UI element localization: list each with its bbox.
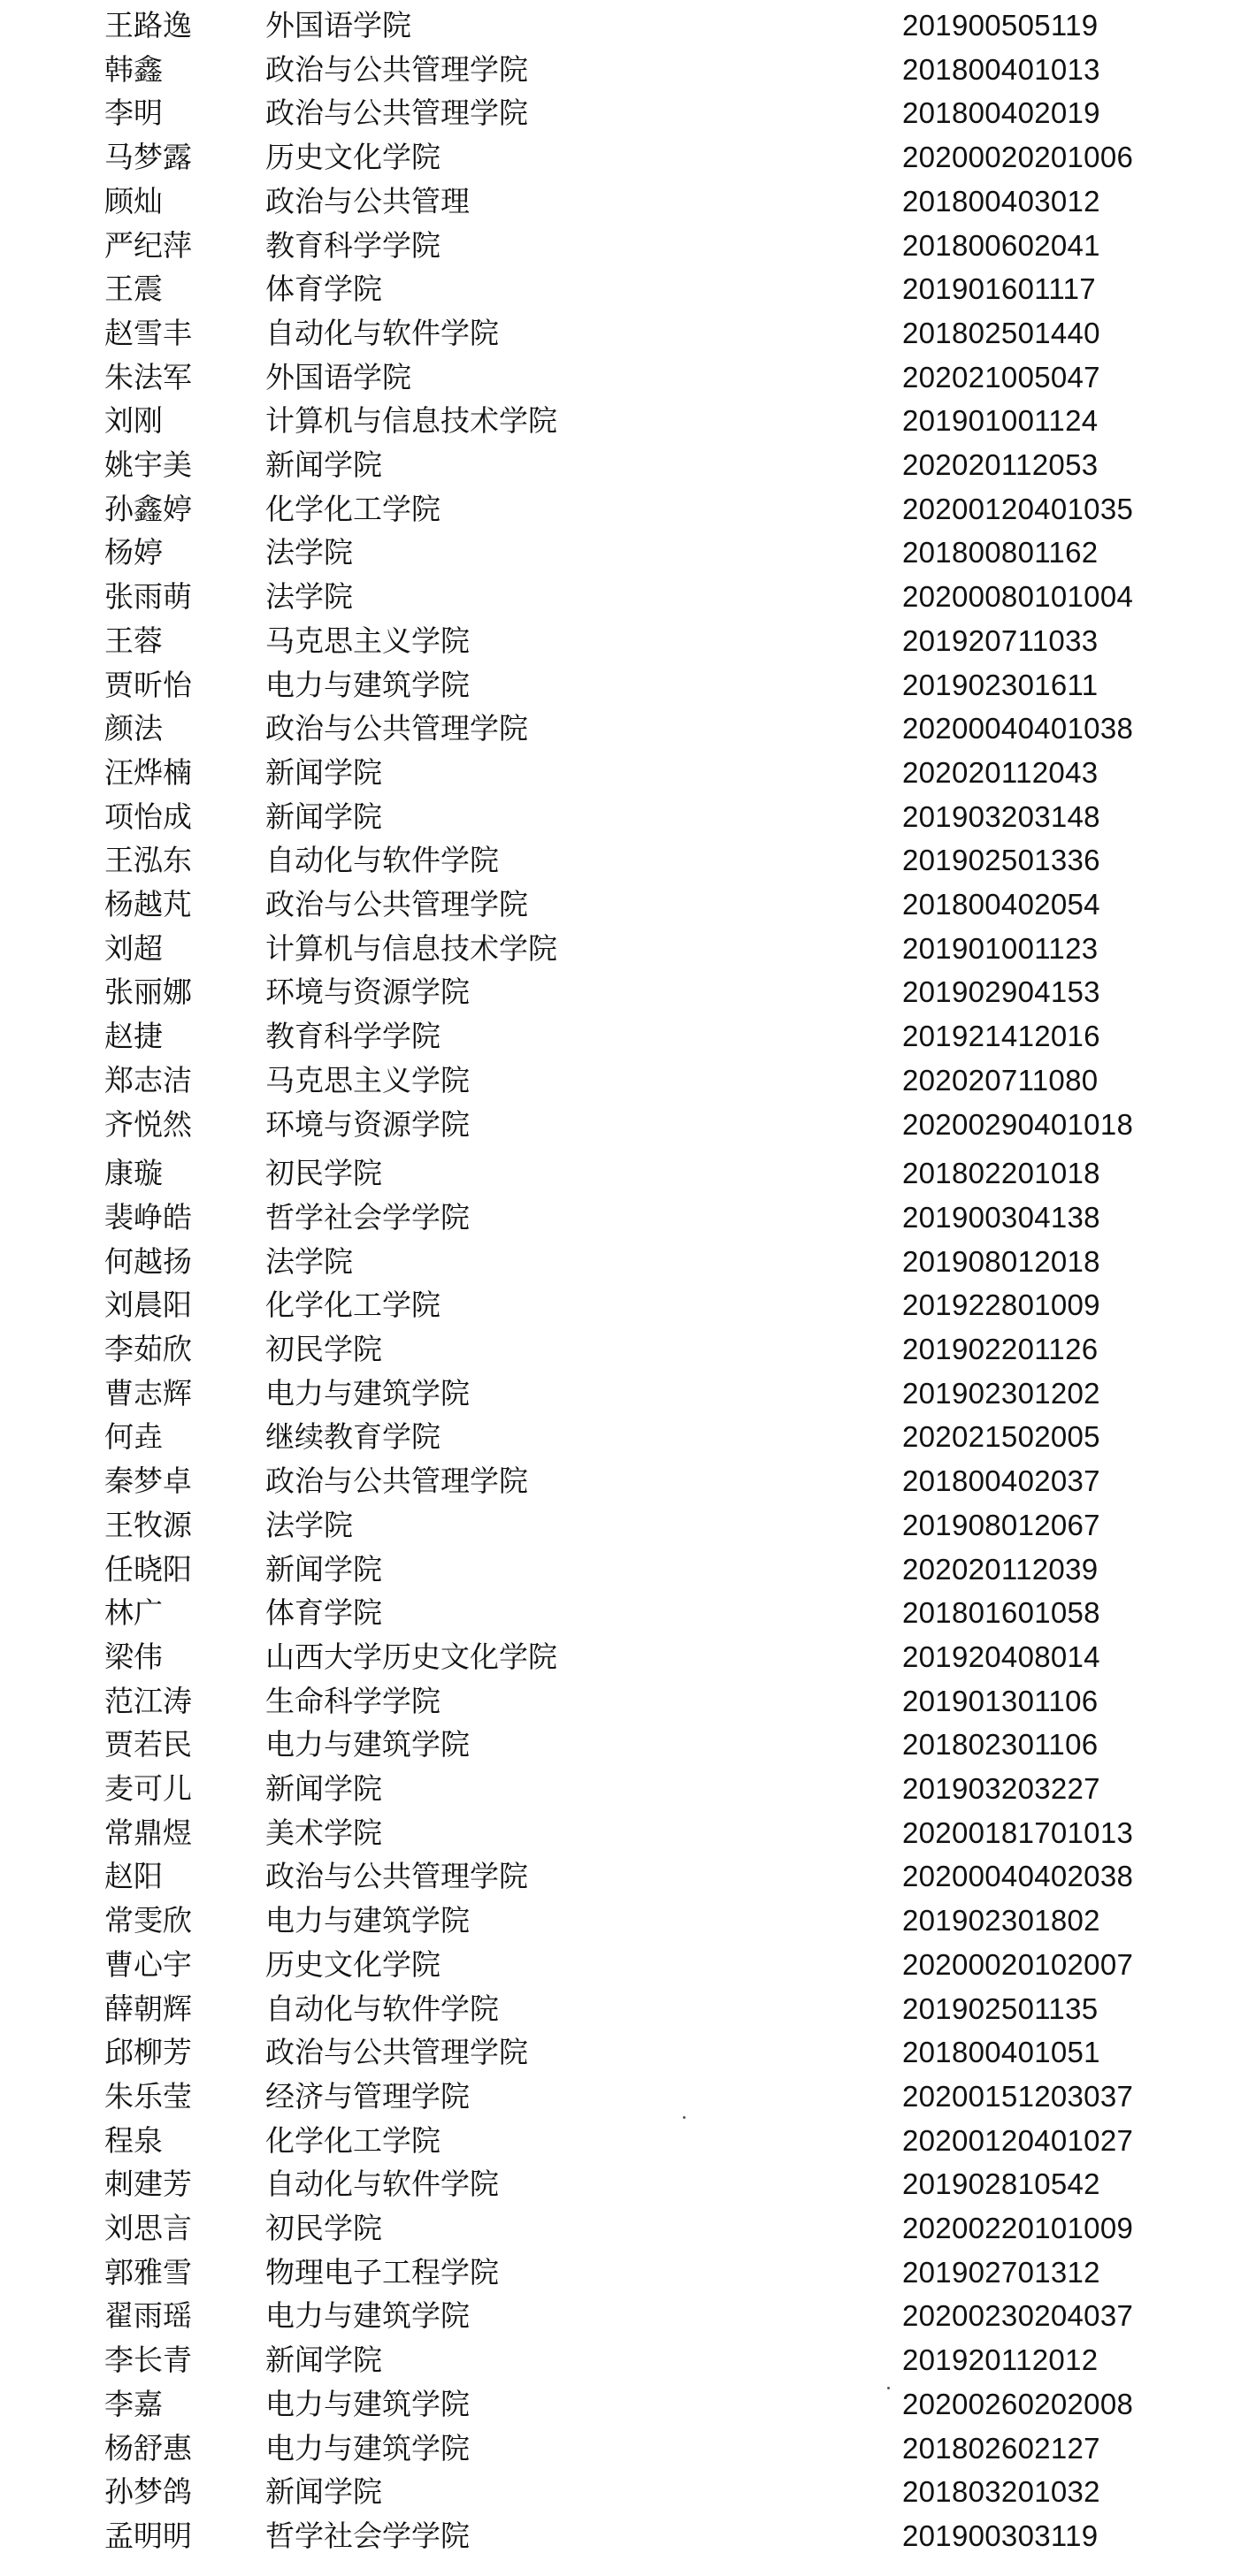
student-name: 李明 [104, 96, 163, 131]
roster-row [0, 1854, 1241, 1899]
roster-row [0, 2075, 1241, 2119]
college-name: 政治与公共管理学院 [265, 2035, 528, 2070]
student-name: 孙鑫婷 [104, 491, 192, 526]
student-id: 202021005047 [902, 360, 1100, 394]
student-name: 林广 [104, 1595, 163, 1631]
college-name: 法学院 [265, 535, 353, 570]
student-name: 王路逸 [104, 8, 192, 42]
student-name: 王泓东 [104, 843, 192, 878]
student-id: 20200220101009 [902, 2212, 1134, 2244]
roster-row [0, 1899, 1241, 1943]
college-name: 电力与建筑学院 [265, 2298, 470, 2334]
roster-row [0, 1591, 1241, 1635]
student-id: 201903203227 [902, 1772, 1100, 1805]
college-name: 法学院 [265, 1243, 353, 1279]
roster-row [0, 1767, 1241, 1811]
student-name: 贾若民 [104, 1727, 192, 1762]
student-id: 201902810542 [902, 2167, 1100, 2201]
student-name: 王震 [104, 271, 163, 307]
college-name: 美术学院 [265, 1815, 382, 1850]
student-id: 201801601058 [902, 1596, 1100, 1630]
college-name: 化学化工学院 [265, 1288, 440, 1323]
college-name: 计算机与信息技术学院 [265, 403, 557, 439]
student-name: 翟雨瑶 [104, 2298, 192, 2334]
roster-row [0, 2470, 1241, 2514]
roster-row [0, 838, 1241, 883]
student-id: 201901001124 [902, 404, 1099, 438]
roster-row [0, 267, 1241, 311]
student-id: 202020112039 [902, 1552, 1099, 1586]
student-id: 201902201126 [902, 1333, 1099, 1365]
roster-row [0, 663, 1241, 707]
student-name: 郭雅雪 [104, 2254, 192, 2289]
college-name: 新闻学院 [265, 2343, 382, 2378]
roster-row [0, 2514, 1241, 2558]
student-id: 201901601117 [902, 272, 1096, 306]
college-name: 政治与公共管理学院 [265, 96, 528, 131]
roster-row [0, 1635, 1241, 1679]
college-name: 政治与公共管理学院 [265, 1859, 528, 1894]
student-name: 薛朝辉 [104, 1991, 192, 2026]
college-name: 新闻学院 [265, 754, 382, 790]
roster-row [0, 1459, 1241, 1503]
student-name: 任晓阳 [104, 1551, 192, 1586]
student-name: 李长青 [104, 2343, 192, 2378]
roster-row [0, 224, 1241, 268]
roster-row [0, 2382, 1241, 2427]
roster-row [0, 707, 1241, 751]
student-id: 201900304138 [902, 1200, 1100, 1234]
roster-row [0, 2338, 1241, 2382]
roster-row [0, 2427, 1241, 2471]
college-name: 初民学院 [265, 2211, 382, 2245]
roster-row [0, 2119, 1241, 2163]
roster-row [0, 1103, 1241, 1147]
student-name: 颜法 [104, 711, 163, 746]
college-name: 外国语学院 [265, 8, 411, 42]
student-id: 201901301106 [902, 1684, 1099, 1717]
student-name: 常鼎煜 [104, 1815, 192, 1850]
student-id: 201900303119 [902, 2519, 1099, 2552]
student-id: 201802301106 [902, 1728, 1099, 1762]
student-name: 王牧源 [104, 1507, 192, 1542]
roster-row [0, 795, 1241, 839]
roster-row [0, 443, 1241, 487]
student-name: 严纪萍 [104, 227, 192, 263]
college-name: 电力与建筑学院 [265, 1727, 470, 1762]
student-id: 201802201018 [902, 1157, 1100, 1190]
student-name: 杨婷 [104, 535, 163, 570]
student-name: 张雨萌 [104, 579, 192, 615]
student-name: 赵捷 [104, 1019, 163, 1054]
college-name: 新闻学院 [265, 2474, 382, 2510]
roster-row [0, 1987, 1241, 2031]
college-name: 政治与公共管理学院 [265, 51, 528, 87]
student-name: 常雯欣 [104, 1903, 192, 1938]
student-id: 201908012067 [902, 1508, 1100, 1541]
student-id: 201902301202 [902, 1376, 1100, 1410]
student-id: 20200230204037 [902, 2299, 1134, 2333]
college-name: 教育科学学院 [265, 227, 440, 263]
student-name: 孙梦鸽 [104, 2474, 192, 2510]
college-name: 化学化工学院 [265, 491, 440, 526]
student-id: 201800403012 [902, 184, 1100, 218]
student-id: 20200020102007 [902, 1947, 1134, 1981]
scan-speck [683, 2116, 686, 2119]
college-name: 化学化工学院 [265, 2122, 440, 2158]
roster-row [0, 1503, 1241, 1548]
college-name: 自动化与软件学院 [265, 2167, 499, 2202]
roster-row [0, 575, 1241, 619]
roster-row [0, 1415, 1241, 1459]
student-id: 20200040402038 [902, 1860, 1134, 1893]
college-name: 哲学社会学学院 [265, 2518, 470, 2553]
student-name: 张丽娜 [104, 975, 192, 1010]
student-name: 刺建芳 [104, 2167, 192, 2202]
roster-row [0, 531, 1241, 575]
college-name: 体育学院 [265, 1595, 382, 1631]
roster-row [0, 311, 1241, 355]
roster-row [0, 970, 1241, 1014]
college-name: 山西大学历史文化学院 [265, 1639, 557, 1674]
college-name: 电力与建筑学院 [265, 2386, 470, 2421]
student-id: 202021502005 [902, 1420, 1100, 1454]
college-name: 教育科学学院 [265, 1019, 440, 1054]
college-name: 法学院 [265, 579, 353, 615]
student-name: 刘超 [104, 930, 163, 966]
roster-row [0, 1372, 1241, 1416]
student-name: 齐悦然 [104, 1106, 192, 1142]
student-id: 201920112012 [902, 2343, 1099, 2377]
student-id: 201902301611 [902, 668, 1099, 701]
college-name: 电力与建筑学院 [265, 1375, 470, 1410]
student-id: 201902904153 [902, 975, 1100, 1009]
college-name: 电力与建筑学院 [265, 1903, 470, 1938]
college-name: 电力与建筑学院 [265, 667, 470, 702]
college-name: 继续教育学院 [265, 1419, 440, 1455]
student-name: 曹心宇 [104, 1946, 192, 1982]
college-name: 外国语学院 [265, 359, 411, 394]
roster-row [0, 927, 1241, 971]
college-name: 政治与公共管理学院 [265, 1464, 528, 1499]
student-name: 孟明明 [104, 2518, 192, 2553]
college-name: 新闻学院 [265, 1551, 382, 1586]
student-name: 裴峥皓 [104, 1199, 192, 1234]
student-name: 李茹欣 [104, 1332, 192, 1366]
college-name: 新闻学院 [265, 447, 382, 482]
roster-row [0, 2030, 1241, 2075]
college-name: 生命科学学院 [265, 1683, 440, 1718]
student-id: 202020112053 [902, 448, 1099, 481]
student-id: 201920408014 [902, 1640, 1100, 1673]
student-name: 赵雪丰 [104, 315, 192, 350]
college-name: 初民学院 [265, 1156, 382, 1191]
student-name: 王蓉 [104, 623, 163, 658]
student-name: 项怡成 [104, 799, 192, 834]
roster-row [0, 619, 1241, 663]
student-id: 20200080101004 [902, 580, 1134, 614]
student-name: 刘晨阳 [104, 1288, 192, 1323]
roster-row [0, 180, 1241, 224]
student-id: 201802602127 [902, 2431, 1100, 2465]
college-name: 新闻学院 [265, 1771, 382, 1806]
student-name: 秦梦卓 [104, 1464, 192, 1499]
student-name: 麦可儿 [104, 1771, 192, 1806]
student-id: 201800602041 [902, 228, 1100, 262]
scan-speck [887, 2387, 890, 2389]
student-name: 何垚 [104, 1419, 163, 1455]
student-name: 韩鑫 [104, 51, 163, 87]
student-name: 刘思言 [104, 2211, 192, 2245]
student-id: 201800801162 [902, 536, 1099, 569]
college-name: 自动化与软件学院 [265, 843, 499, 878]
student-id: 201908012018 [902, 1244, 1100, 1278]
college-name: 法学院 [265, 1507, 353, 1542]
college-name: 政治与公共管理学院 [265, 711, 528, 746]
roster-row [0, 2294, 1241, 2338]
student-id: 201800402019 [902, 96, 1100, 130]
roster-row [0, 1679, 1241, 1724]
college-name: 自动化与软件学院 [265, 315, 499, 350]
student-id: 201903203148 [902, 799, 1100, 833]
student-name: 姚宇美 [104, 447, 192, 482]
college-name: 政治与公共管理学院 [265, 887, 528, 921]
roster-row [0, 399, 1241, 443]
college-name: 政治与公共管理 [265, 183, 470, 218]
roster-row [0, 2206, 1241, 2251]
college-name: 体育学院 [265, 271, 382, 307]
roster-row [0, 1151, 1241, 1196]
college-name: 历史文化学院 [265, 140, 440, 175]
student-name: 贾昕怡 [104, 667, 192, 702]
student-id: 20200260202008 [902, 2387, 1134, 2420]
student-id: 201922801009 [902, 1288, 1100, 1322]
college-name: 马克思主义学院 [265, 1062, 470, 1097]
student-name: 马梦露 [104, 140, 192, 175]
roster-row [0, 487, 1241, 531]
student-id: 201800401051 [902, 2036, 1100, 2069]
roster-row [0, 48, 1241, 92]
roster-row [0, 1327, 1241, 1372]
student-name: 曹志辉 [104, 1375, 192, 1410]
student-name: 康璇 [104, 1156, 163, 1191]
college-name: 计算机与信息技术学院 [265, 930, 557, 966]
student-name: 汪烨楠 [104, 754, 192, 790]
student-name: 顾灿 [104, 183, 163, 218]
student-name: 郑志洁 [104, 1062, 192, 1097]
student-name: 朱乐莹 [104, 2078, 192, 2114]
student-id: 20200120401035 [902, 492, 1134, 525]
student-id: 201902701312 [902, 2255, 1100, 2289]
student-name: 范江涛 [104, 1683, 192, 1718]
student-name: 朱法军 [104, 359, 192, 394]
roster-row [0, 1240, 1241, 1284]
college-name: 电力与建筑学院 [265, 2430, 470, 2465]
student-id: 201920711033 [902, 623, 1099, 657]
student-id: 201800402054 [902, 888, 1100, 921]
roster-row [0, 751, 1241, 795]
student-id: 202020112043 [902, 755, 1099, 789]
college-name: 环境与资源学院 [265, 975, 470, 1010]
roster-row [0, 91, 1241, 135]
student-id: 201902501135 [902, 1991, 1099, 2025]
roster-row [0, 1811, 1241, 1855]
college-name: 物理电子工程学院 [265, 2254, 499, 2289]
student-name: 李嘉 [104, 2386, 163, 2421]
roster-row [0, 1196, 1241, 1240]
roster-row [0, 1943, 1241, 1987]
roster-row [0, 1283, 1241, 1327]
college-name: 马克思主义学院 [265, 623, 470, 658]
student-id: 20200151203037 [902, 2079, 1134, 2113]
student-name: 程泉 [104, 2122, 163, 2158]
roster-row [0, 4, 1241, 48]
student-id: 201902301802 [902, 1904, 1100, 1938]
roster-row [0, 1059, 1241, 1103]
college-name: 历史文化学院 [265, 1946, 440, 1982]
roster-row [0, 883, 1241, 927]
student-name: 梁伟 [104, 1639, 163, 1674]
roster-row [0, 1548, 1241, 1592]
roster-row [0, 1723, 1241, 1767]
roster-row [0, 1014, 1241, 1059]
student-id: 201800401013 [902, 52, 1100, 86]
student-id: 20200181701013 [902, 1815, 1134, 1849]
college-name: 新闻学院 [265, 799, 382, 834]
roster-row [0, 355, 1241, 400]
college-name: 哲学社会学学院 [265, 1199, 470, 1234]
student-id: 201803201032 [902, 2475, 1100, 2509]
student-id: 20200120401027 [902, 2123, 1134, 2157]
student-id: 201902501336 [902, 844, 1100, 877]
student-id: 201800402037 [902, 1464, 1100, 1498]
college-name: 环境与资源学院 [265, 1106, 470, 1142]
student-name: 赵阳 [104, 1859, 163, 1894]
roster-row [0, 2251, 1241, 2295]
student-name: 何越扬 [104, 1243, 192, 1279]
roster-row [0, 135, 1241, 180]
student-id: 201921412016 [902, 1020, 1100, 1053]
student-id: 20200290401018 [902, 1107, 1134, 1141]
student-id: 201901001123 [902, 931, 1099, 965]
college-name: 经济与管理学院 [265, 2078, 470, 2114]
student-id: 20200040401038 [902, 712, 1134, 745]
roster-row [0, 2162, 1241, 2206]
student-id: 201900505119 [902, 9, 1099, 42]
student-name: 杨越芃 [104, 887, 192, 921]
student-id: 202020711080 [902, 1063, 1099, 1097]
college-name: 初民学院 [265, 1332, 382, 1366]
college-name: 自动化与软件学院 [265, 1991, 499, 2026]
student-id: 20200020201006 [902, 141, 1134, 174]
student-name: 杨舒惠 [104, 2430, 192, 2465]
student-name: 邱柳芳 [104, 2035, 192, 2070]
student-id: 201802501440 [902, 316, 1100, 349]
student-name: 刘刚 [104, 403, 163, 439]
